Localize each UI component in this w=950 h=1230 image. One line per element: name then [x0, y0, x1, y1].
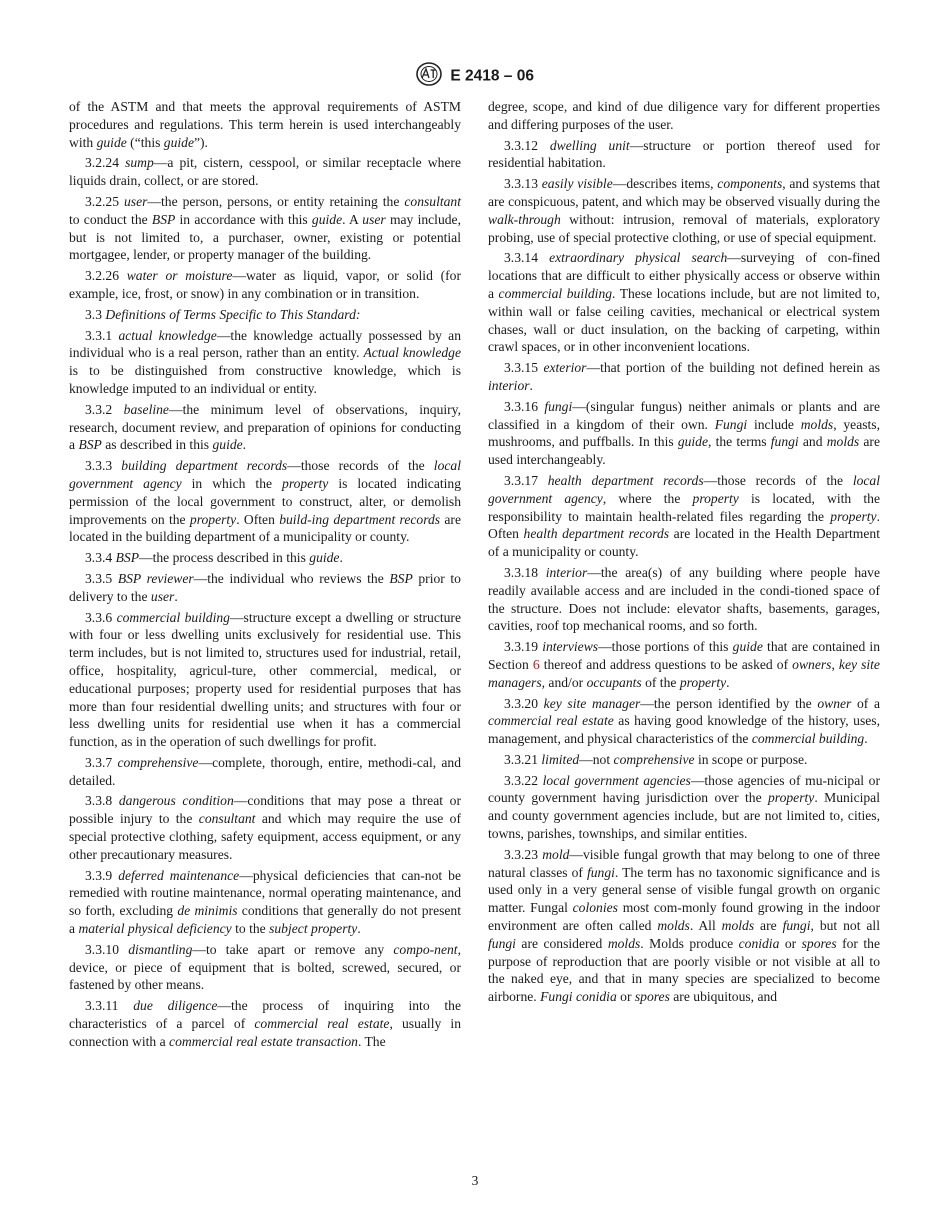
paragraph: 3.3.3 building department records—those records of the local government agency in which the property is located indicating permission of the local government to construct, alter, or demolish improvements on the property. Often build-ing department records are located in the building department of a municipality or county.	[69, 458, 461, 545]
paragraph: 3.3.1 actual knowledge—the knowledge actually possessed by an individual who is a real person, rather than an entity. Actual knowledge is to be distinguished from constructive knowledge, which is knowledge imputed to an individual or entity.	[69, 327, 462, 396]
right-text-column	[488, 98, 880, 1009]
paragraph: 3.3.21 limited—not comprehensive in scope or purpose.	[504, 751, 808, 767]
paragraph: 3.3.13 easily visible—describes items, components, and systems that are conspicuous, patent, and which may be observed visually during the walk-through without: intrusion, removal of materials, exploratory probing, use of special protective clothing, or use of special equipment.	[488, 176, 880, 245]
paragraph: 3.3.5 BSP reviewer—the individual who reviews the BSP prior to delivery to the user.	[69, 570, 461, 604]
standard-designation: E 2418 – 06	[450, 67, 534, 85]
paragraph: 3.3.11 due diligence—the process of inquiring into the characteristics of a parcel of commercial real estate, usually in connection with a commercial real estate transaction. The	[69, 998, 461, 1049]
paragraph: 3.3.14 extraordinary physical search—surveying of con-fined locations that are difficult to either physically access or observe within a commercial building. These locations include, but are not limited to, within wall or false ceiling cavities, mechanical or electrical system chases, wall or duct insulation, on the backing of carpeting, within crawl spaces, or in other inconvenient locations.	[488, 250, 881, 355]
paragraph: 3.3.20 key site manager—the person identified by the owner of a commercial real estate as having good knowledge of the history, uses, management, and physical characteristics of the commercial building.	[488, 695, 881, 747]
paragraph: 3.3.19 interviews—those portions of this guide that are contained in Section 6 thereof and address questions to be asked of owners, key site managers, and/or occupants of the property.	[488, 639, 881, 690]
paragraph: 3.3 Definitions of Terms Specific to This Standard:	[85, 306, 361, 322]
paragraph: 3.2.25 user—the person, persons, or entity retaining the consultant to conduct the BSP in accordance with this guide. A user may include, but is not limited to, a purchaser, owner, existing or potential mortgagee, lender, or property manager of the building.	[69, 193, 461, 263]
paragraph: 3.3.18 interior—the area(s) of any building where people have readily available access and are included in the condi-tioned space of the structure. Does not include: elevator shafts, basements, garages, cavities, roof top mechanical rooms, and so forth.	[488, 564, 880, 634]
paragraph: 3.3.6 commercial building—structure except a dwelling or structure with four or less dwelling units exclusively for residential use. This term includes, but is not limited to, structures used for industrial, retail, office, hospitality, agricul-ture, other commercial, medical, or educational purposes; property used for residential purposes that has more than four residential dwelling units; and structures with four or less dwelling units for residential use when it has a commercial function, as in the operation of such dwellings for profit.	[69, 609, 461, 750]
page-number: 3	[471, 1173, 479, 1188]
page-header	[0, 62, 950, 91]
paragraph: 3.3.22 local government agencies—those agencies of mu-nicipal or county government having jurisdiction over the property. Municipal and county government agencies include, but are not limited to, cities, towns, parishes, townships, and similar entities.	[488, 772, 880, 842]
paragraph: 3.3.4 BSP—the process described in this guide.	[85, 550, 343, 566]
paragraph: 3.3.16 fungi—(singular fungus) neither animals or plants and are classified in a kingdom of their own. Fungi include molds, yeasts, mushrooms, and puffballs. In this guide, the terms fungi and molds are used interchangeably.	[488, 398, 880, 468]
paragraph: 3.3.2 baseline—the minimum level of observations, inquiry, research, document review, and preparation of opinions for conducting a BSP as described in this guide.	[69, 401, 461, 453]
paragraph: 3.3.8 dangerous condition—conditions that may pose a threat or possible injury to the consultant and which may require the use of special protective clothing, safety equipment, access equipment, or any other precautionary measures.	[69, 793, 461, 862]
paragraph: 3.3.9 deferred maintenance—physical deficiencies that can-not be remedied with routine maintenance, normal operating maintenance, and so forth, excluding de minimis conditions that generally do not present a material physical deficiency to the subject property.	[69, 867, 462, 937]
paragraph: 3.3.15 exterior—that portion of the building not defined herein as interior.	[488, 360, 880, 393]
paragraph: 3.3.17 health department records—those records of the local government agency, where the property is located, with the responsibility to maintain health-related files regarding the property. Often health department records are located in the Health Department of a municipality or county.	[488, 472, 880, 560]
paragraph: 3.3.7 comprehensive—complete, thorough, entire, methodi-cal, and detailed.	[69, 754, 462, 788]
section-6-link[interactable]: 6	[532, 656, 540, 672]
paragraph: 3.2.24 sump—a pit, cistern, cesspool, or similar receptacle where liquids drain, collect, or are stored.	[69, 155, 461, 189]
paragraph: 3.2.26 water or moisture—water as liquid, vapor, or solid (for example, ice, frost, or snow) in any combination or in transition.	[69, 268, 462, 301]
paragraph: 3.3.23 mold—visible fungal growth that may belong to one of three natural classes of fungi. The term has no taxonomic significance and is used only in a very general sense of visible fungal growth on organic matter. Fungal colonies most com-monly found growing in the indoor environment are often called molds. All molds are fungi, but not all fungi are considered molds. Molds produce conidia or spores for the purpose of reproduction that are poorly visible or not visible at all to the naked eye, and that in many species are specialized to become airborne. Fungi conidia or spores are ubiquitous, and	[488, 846, 881, 1005]
paragraph: of the ASTM and that meets the approval requirements of ASTM procedures and regulations. This term herein is used interchangeably with guide (“this guide”).	[69, 99, 461, 150]
paragraph: 3.3.12 dwelling unit—structure or portion thereof used for residential habitation.	[488, 137, 881, 171]
astm-logo-icon	[416, 62, 442, 91]
paragraph: degree, scope, and kind of due diligence vary for different properties and differing purposes of the user.	[488, 99, 880, 132]
left-text-column	[69, 98, 461, 1054]
paragraph: 3.3.10 dismantling—to take apart or remove any compo-nent, device, or piece of equipment that is bolted, screwed, secured, or fastened by other means.	[69, 941, 461, 993]
